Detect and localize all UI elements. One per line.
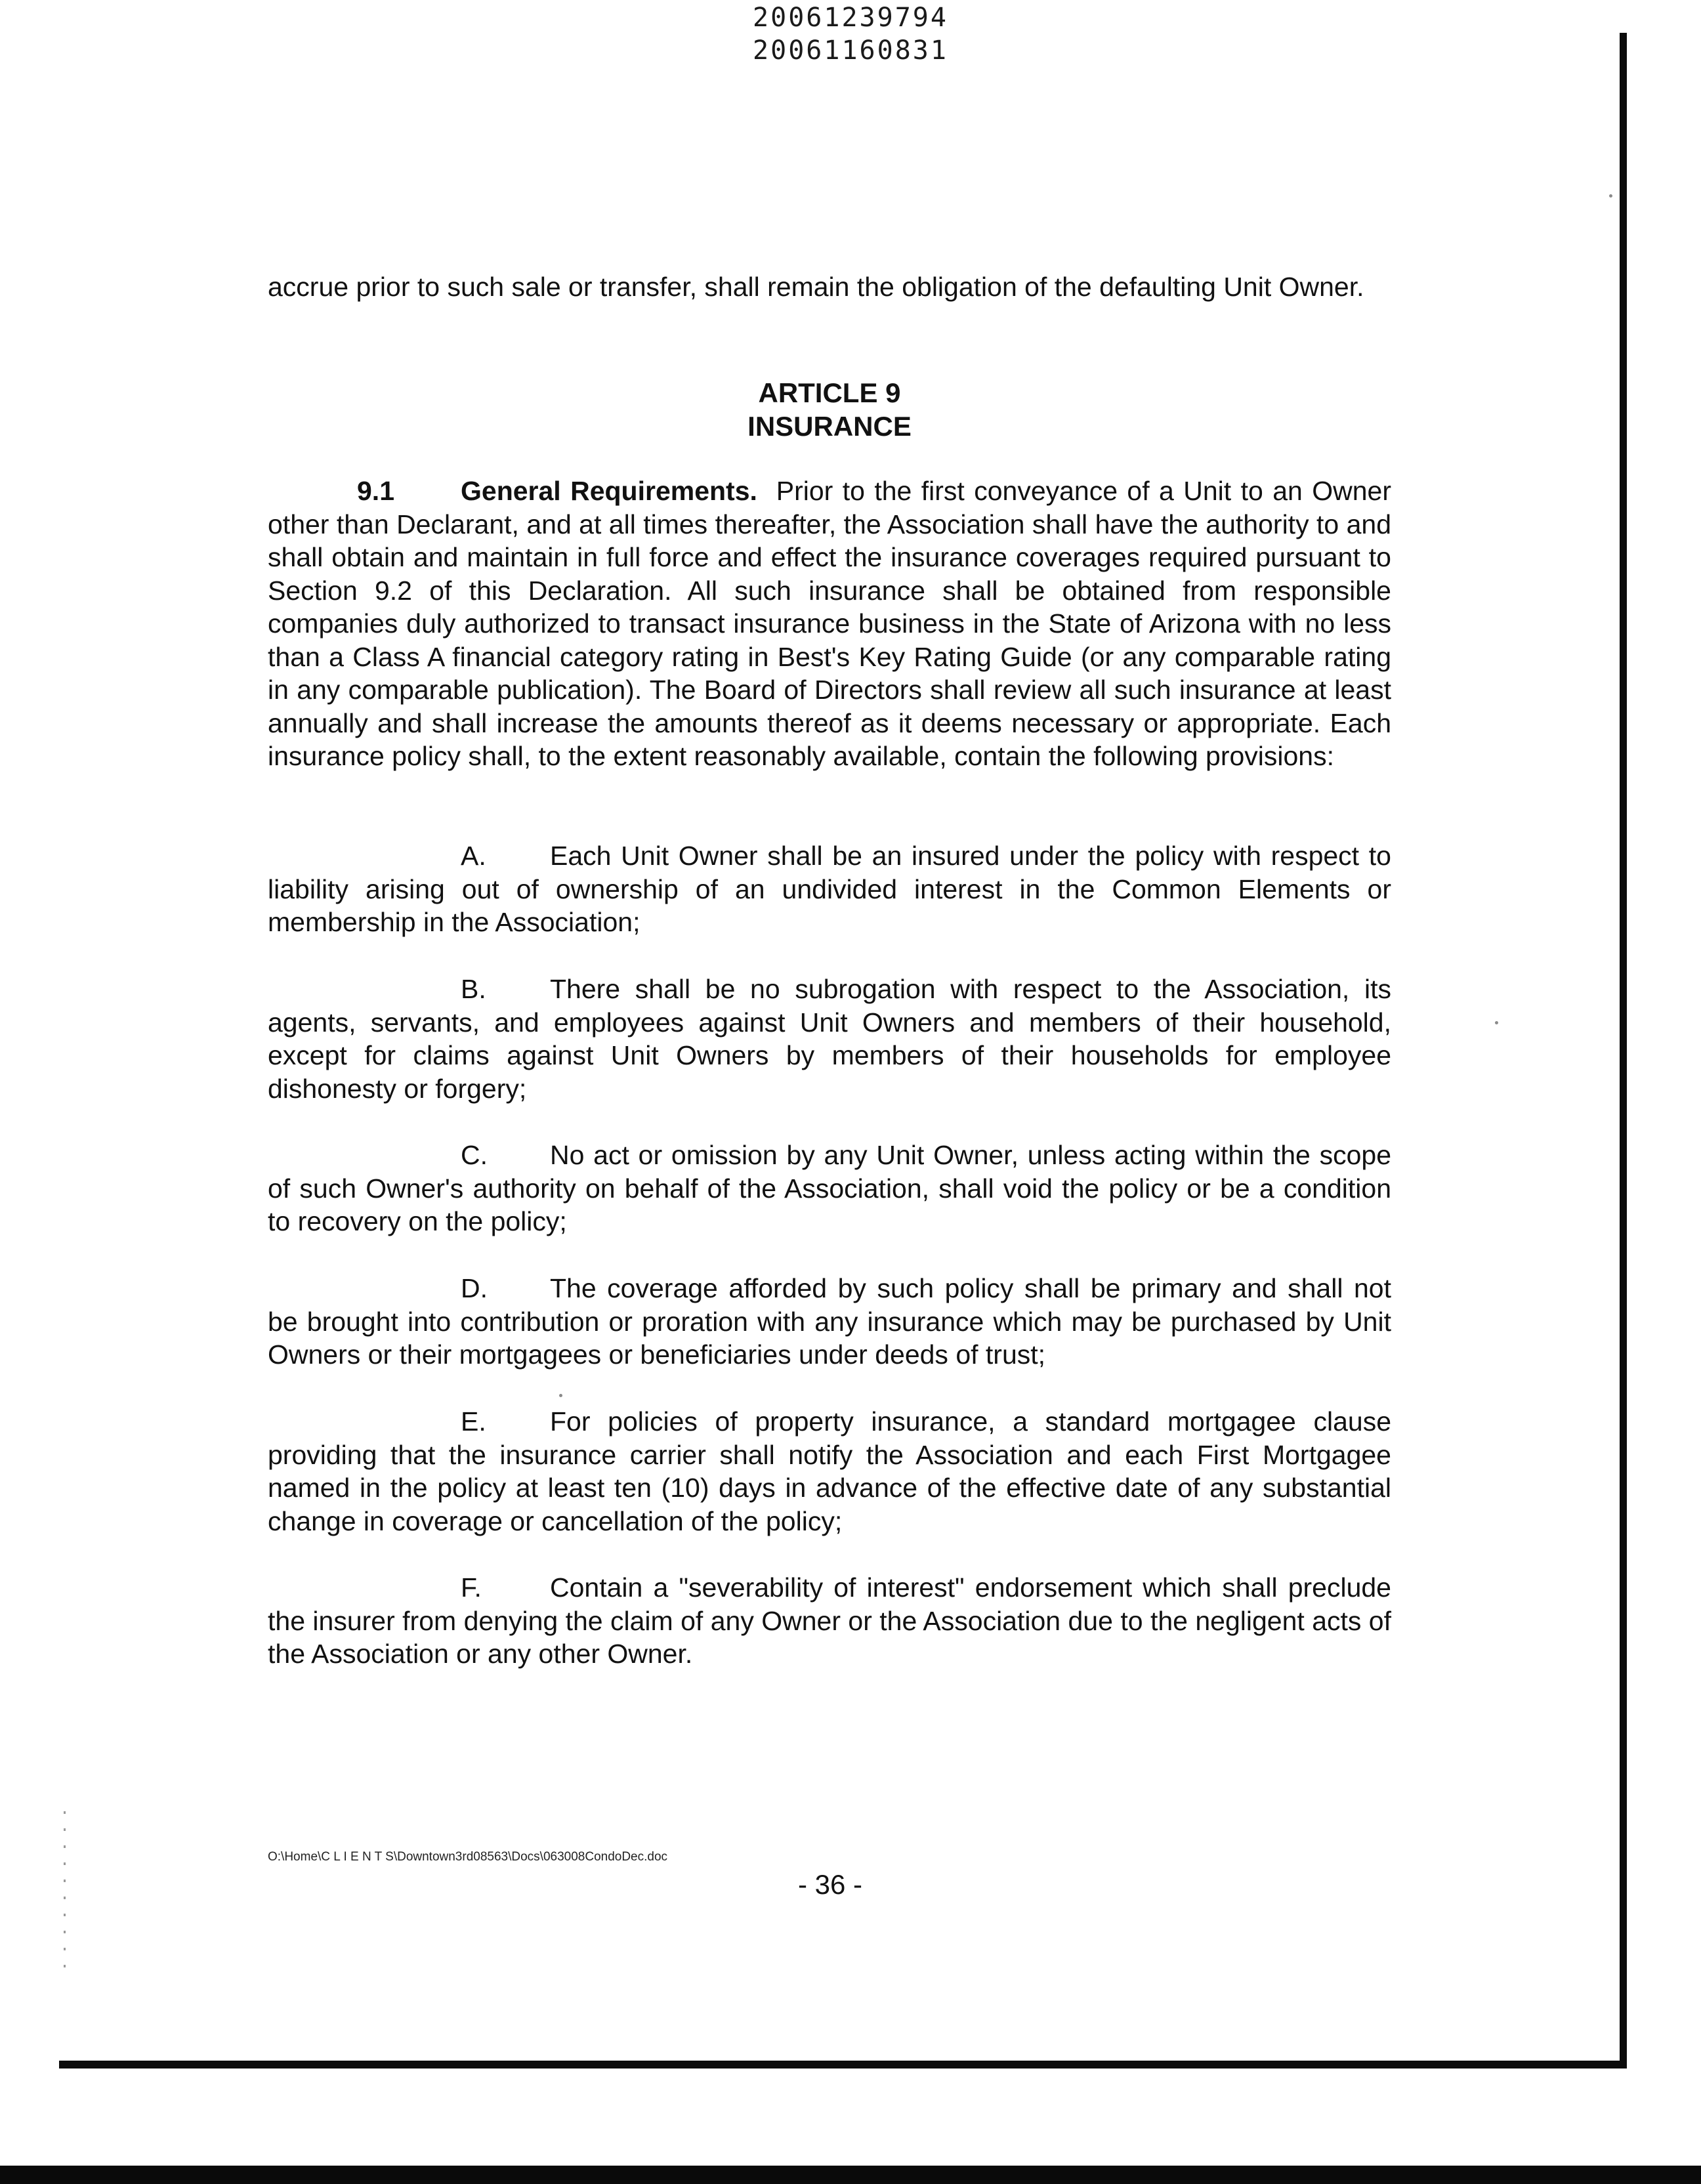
- section-number: 9.1: [357, 476, 394, 506]
- scan-frame-right-edge: [1620, 33, 1627, 2067]
- provision-text: No act or omission by any Unit Owner, unless acting within the scope of such Owner's authority on behalf of the Association, shall void the policy or be a condition to recovery on the policy;: [268, 1140, 1391, 1236]
- provision-item: [268, 839, 1391, 939]
- section-9-1-paragraph: [268, 474, 1391, 773]
- scan-bottom-border: [0, 2166, 1701, 2184]
- article-number: ARTICLE 9: [758, 377, 901, 408]
- provision-item: [268, 1405, 1391, 1538]
- provision-text: Each Unit Owner shall be an insured under the policy with respect to liability arising out of ownership of an undivided interest in the Common Elements or membership in the Association;: [268, 841, 1391, 937]
- recording-number-2: 20061160831: [753, 35, 948, 66]
- recording-number-1: 20061239794: [753, 3, 948, 33]
- provision-letter: D.: [461, 1273, 488, 1303]
- provision-item: [268, 973, 1391, 1105]
- provision-item: [268, 1272, 1391, 1372]
- carryover-paragraph: accrue prior to such sale or transfer, shall remain the obligation of the defaulting Unit Owner.: [268, 272, 1364, 302]
- scan-artifact-dots: [64, 1811, 66, 1982]
- scan-speck: [1609, 194, 1612, 198]
- article-heading: [268, 376, 1391, 443]
- scan-speck: [559, 1394, 562, 1397]
- provision-text: The coverage afforded by such policy shall be primary and shall not be brought into contribution or proration with any insurance which may be purchased by Unit Owners or their mortgagees or beneficiaries under deeds of trust;: [268, 1273, 1391, 1370]
- provision-item: [268, 1139, 1391, 1238]
- scan-frame-bottom-edge: [59, 2061, 1627, 2068]
- provision-item: [268, 1571, 1391, 1671]
- scan-speck: [1495, 1021, 1498, 1024]
- page-number: - 36 -: [797, 1869, 863, 1900]
- article-title: INSURANCE: [747, 411, 912, 442]
- section-text: Prior to the first conveyance of a Unit to an Owner other than Declarant, and at all times thereafter, the Association shall have the authority to and shall obtain and maintain in full force and effect the insurance coverages required pursuant to Section 9.2 of this Declaration. All such insurance shall be obtained from responsible companies duly authorized to transact insurance business in the State of Arizona with no less than a Class A financial category rating in Best's Key Rating Guide (or any comparable rating in any comparable publication). The Board of Directors shall review all such insurance at least annually and shall increase the amounts thereof as it deems necessary or appropriate. Each insurance policy shall, to the extent reasonably available, contain the following provisions:: [268, 476, 1391, 771]
- recording-numbers: [0, 1, 1701, 67]
- provision-letter: A.: [461, 841, 486, 871]
- provision-letter: F.: [461, 1572, 482, 1603]
- provision-text: For policies of property insurance, a standard mortgagee clause providing that the insurance carrier shall notify the Association and each First Mortgagee named in the policy at least ten (10) days in advance of the effective date of any substantial change in coverage or cancellation of the policy;: [268, 1406, 1391, 1536]
- section-title: General Requirements.: [461, 476, 757, 506]
- provision-letter: B.: [461, 974, 486, 1004]
- provision-text: Contain a "severability of interest" endorsement which shall preclude the insurer from denying the claim of any Owner or the Association due to the negligent acts of the Association or any other Owner.: [268, 1572, 1391, 1669]
- footer-file-path: O:\Home\C L I E N T S\Downtown3rd08563\Docs\063008CondoDec.doc: [268, 1850, 668, 1864]
- provision-letter: E.: [461, 1406, 486, 1437]
- provision-letter: C.: [461, 1140, 488, 1170]
- provision-text: There shall be no subrogation with respect to the Association, its agents, servants, and employees against Unit Owners and members of their household, except for claims against Unit Owners by members of their households for employee dishonesty or forgery;: [268, 974, 1391, 1104]
